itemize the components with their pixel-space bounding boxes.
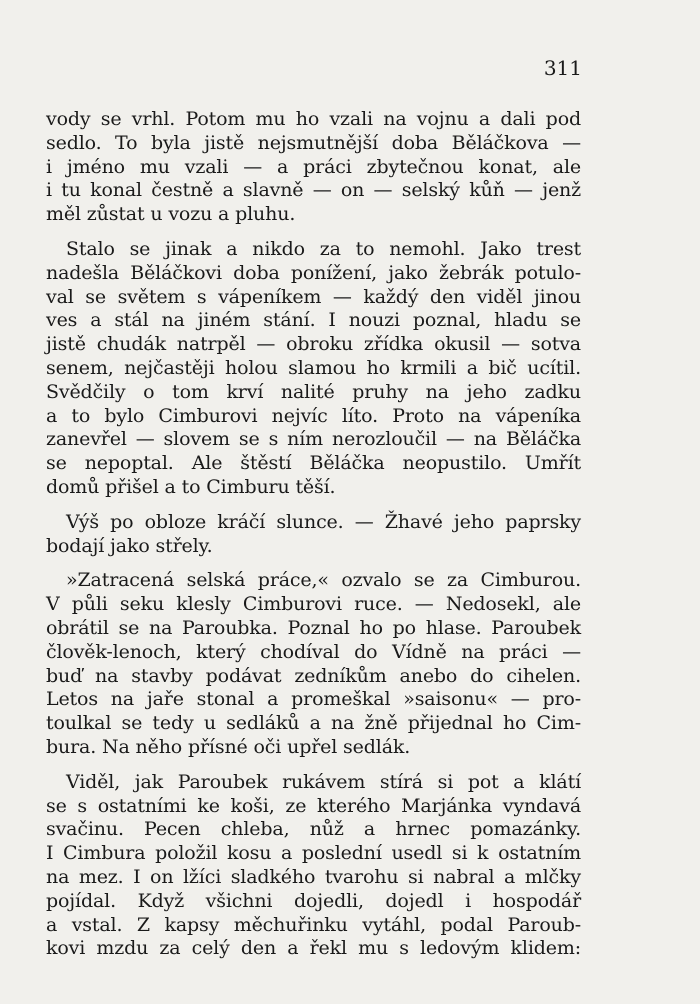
body-text (46, 108, 581, 972)
text-line: kovi mzdu za celý den a řekl mu s ledovým klidem: (46, 937, 581, 960)
text-line: Svědčily o tom krví nalité pruhy na jeho zadku (46, 380, 581, 403)
text-line: i tu konal čestně a slavně — on — selský kůň — jenž (46, 179, 581, 202)
text-line: zanevřel — slovem se s ním nerozloučil — na Běláčka (46, 428, 581, 451)
text-line: bodají jako střely. (46, 534, 213, 557)
text-line: bura. Na něho přísné oči upřel sedlák. (46, 735, 411, 758)
text-line: sedlo. To byla jistě nejsmutnější doba Běláčkova — (46, 131, 581, 154)
text-line: toulkal se tedy u sedláků a na žně přijednal ho Cim- (46, 712, 581, 735)
text-line: senem, nejčastěji holou slamou ho krmili a bič ucítil. (46, 356, 581, 379)
text-line: Stalo se jinak a nikdo za to nemohl. Jako trest (66, 237, 581, 260)
text-line: obrátil se na Paroubka. Poznal ho po hlase. Paroubek (46, 616, 581, 639)
text-line: buď na stavby podávat zedníkům anebo do cihelen. (46, 664, 581, 687)
text-line: »Zatracená selská práce,« ozvalo se za Cimburou. (66, 569, 581, 592)
paragraph (46, 108, 581, 227)
text-line: Výš po obloze kráčí slunce. — Žhavé jeho paprsky (66, 510, 581, 533)
text-line: člověk-lenoch, který chodíval do Vídně na práci — (46, 640, 581, 663)
paragraph (46, 511, 581, 559)
paragraph (46, 771, 581, 961)
text-line: domů přišel a to Cimburu těší. (46, 475, 336, 498)
text-line: nadešla Běláčkovi doba ponížení, jako žebrák potulo- (46, 261, 581, 284)
text-line: Letos na jaře stonal a promeškal »saisonu« — pro- (46, 688, 581, 711)
text-line: a vstal. Z kapsy měchuřinku vytáhl, podal Paroub- (46, 913, 581, 936)
text-line: na mez. I on lžíci sladkého tvarohu si nabral a mlčky (46, 865, 581, 888)
text-line: se s ostatními ke koši, ze kterého Marjánka vyndavá (46, 794, 581, 817)
text-line: vody se vrhl. Potom mu ho vzali na vojnu a dali pod (46, 108, 581, 130)
text-line: se nepoptal. Ale štěstí Běláčka neopustilo. Umřít (46, 452, 581, 475)
text-line: měl zůstat u vozu a pluhu. (46, 203, 296, 226)
paragraph (46, 238, 581, 500)
text-line: a to bylo Cimburovi nejvíc líto. Proto na vápeníka (46, 404, 581, 427)
text-line: Viděl, jak Paroubek rukávem stírá si pot a klátí (66, 770, 581, 793)
text-line: val se světem s vápeníkem — každý den viděl jinou (46, 285, 581, 308)
page-number: 311 (543, 56, 582, 80)
text-line: pojídal. Když všichni dojedli, dojedl i hospodář (46, 889, 581, 912)
text-line: jistě chudák natrpěl — obroku zřídka okusil — sotva (46, 333, 581, 356)
text-line: ves a stál na jiném stání. I nouzi poznal, hladu se (46, 309, 581, 332)
text-line: V půli seku klesly Cimburovi ruce. — Nedosekl, ale (46, 593, 581, 616)
paragraph (46, 569, 581, 759)
text-line: i jméno mu vzali — a práci zbytečnou konat, ale (46, 155, 581, 178)
text-line: svačinu. Pecen chleba, nůž a hrnec pomazánky. (46, 818, 581, 841)
text-line: I Cimbura položil kosu a poslední usedl si k ostatním (46, 842, 581, 865)
